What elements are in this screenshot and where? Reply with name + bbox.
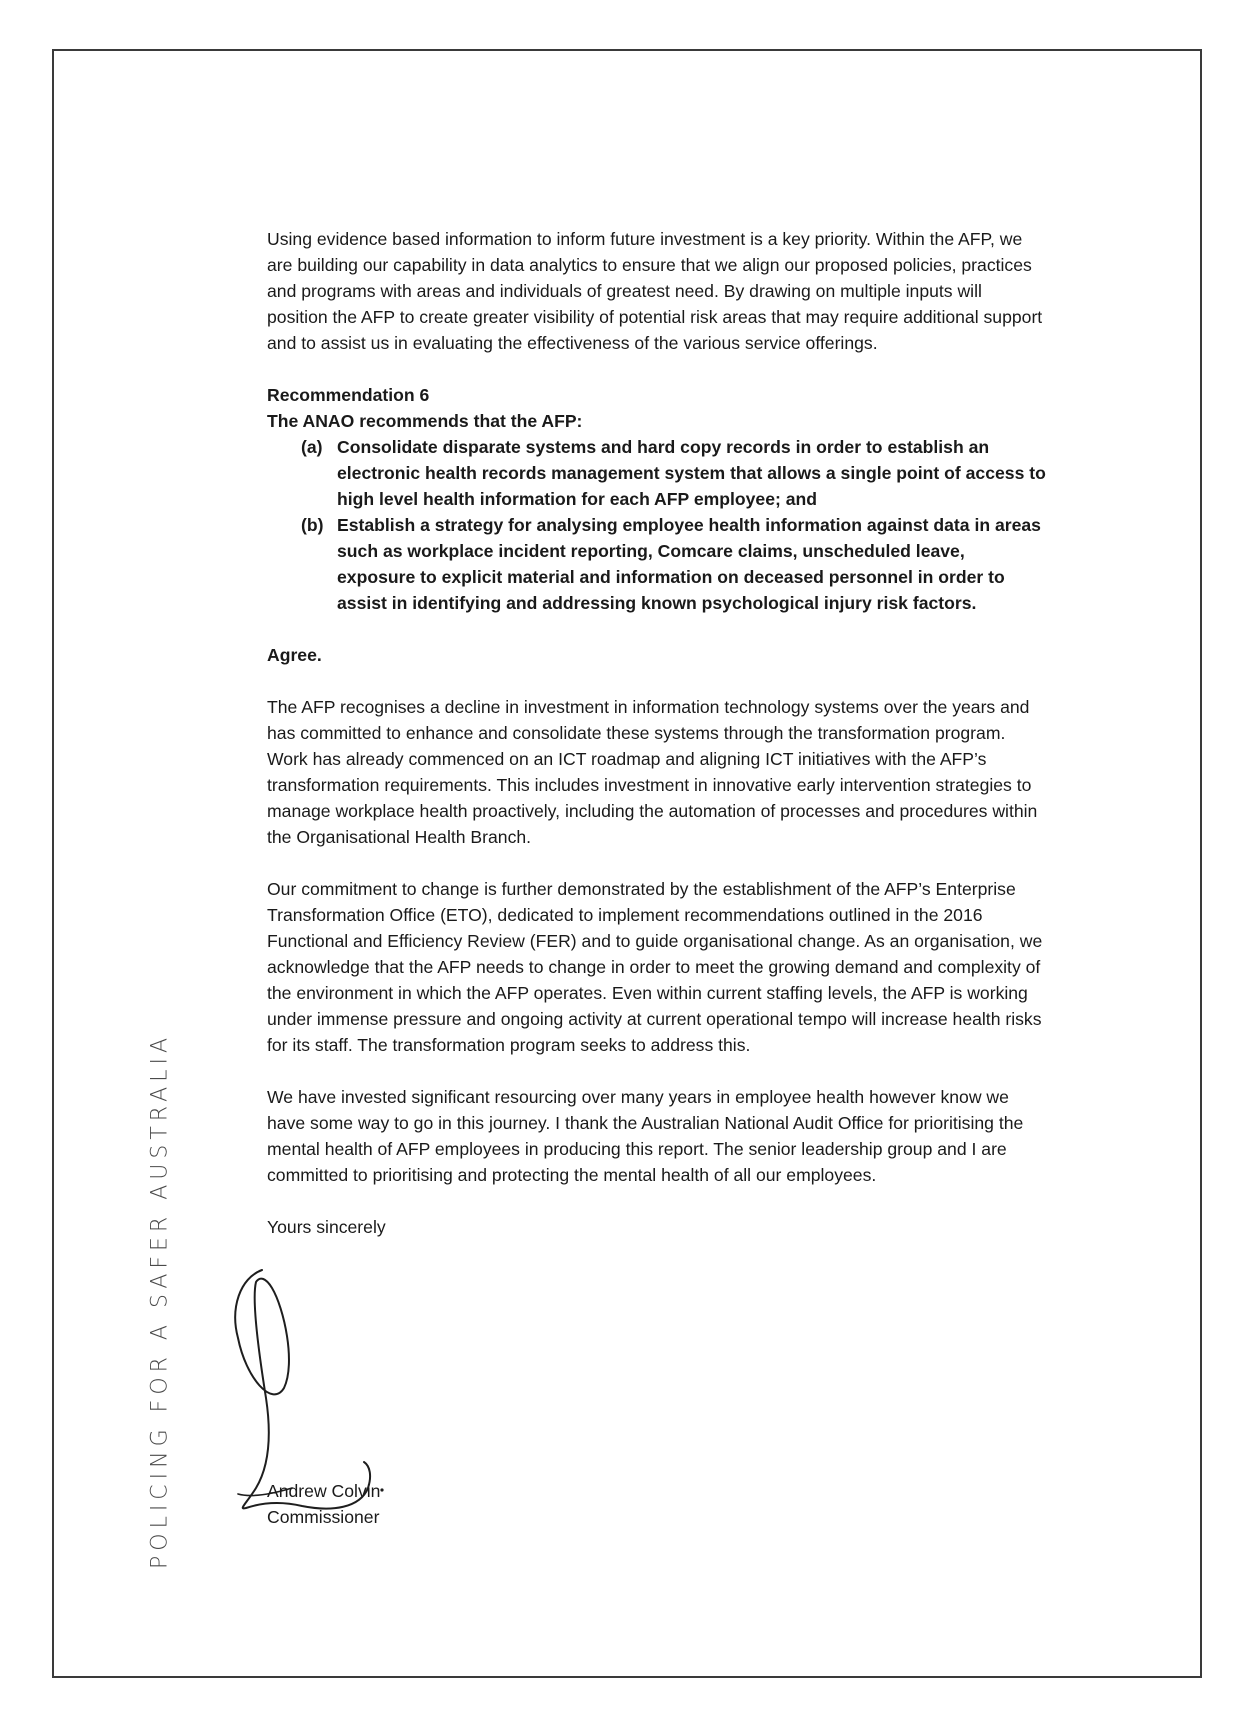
closing-salutation: Yours sincerely	[267, 1217, 386, 1237]
recommendation-marker: (a)	[301, 437, 323, 457]
signatory-name: Andrew Colvin	[267, 1481, 381, 1501]
recommendation-marker: (b)	[301, 515, 324, 535]
paragraph-investment: We have invested significant resourcing over many years in employee health however know we have some way to go in this journey. I thank the Australian National Audit Office for prioritising the mental health of AFP employees in producing this report. The senior leadership group and I are committed to prioritising and protecting the mental health of all our employees.	[267, 1087, 1024, 1185]
paragraph-commitment: Our commitment to change is further demonstrated by the establishment of the AFP’s Enterprise Transformation Office (ETO), dedicated to implement recommendations outlined in the 2016 Functional and Efficiency Review (FER) and to guide organisational change. As an organisation, we acknowledge that the AFP needs to change in order to meet the growing demand and complexity of the environment in which the AFP operates. Even within current staffing levels, the AFP is working under immense pressure and ongoing activity at current operational tempo will increase health risks for its staff. The transformation program seeks to address this.	[267, 879, 1043, 1055]
vertical-tagline: POLICING FOR A SAFER AUSTRALIA	[147, 1032, 173, 1570]
recommendation-text: Consolidate disparate systems and hard copy records in order to establish an electronic health records management system that allows a single point of access to high level health information for each AFP employee; and	[337, 437, 1046, 509]
recommendation-lead: The ANAO recommends that the AFP:	[267, 411, 583, 431]
paragraph-ict: The AFP recognises a decline in investment in information technology systems over the years and has committed to enhance and consolidate these systems through the transformation program. Work has already commenced on an ICT roadmap and aligning ICT initiatives with the AFP’s transformation requirements. This includes investment in innovative early intervention strategies to manage workplace health proactively, including the automation of processes and procedures within the Organisational Health Branch.	[267, 697, 1038, 847]
intro-paragraph: Using evidence based information to inform future investment is a key priority. Within the AFP, we are building our capability in data analytics to ensure that we align our proposed policies, practices and programs with areas and individuals of greatest need. By drawing on multiple inputs will position the AFP to create greater visibility of potential risk areas that may require additional support and to assist us in evaluating the effectiveness of the various service offerings.	[267, 229, 1043, 353]
signatory-block	[267, 1478, 380, 1530]
signatory-title: Commissioner	[267, 1507, 380, 1527]
letter-body	[267, 226, 1047, 1240]
recommendation-item-b	[267, 512, 1047, 616]
response-agree: Agree.	[267, 645, 322, 665]
recommendation-text: Establish a strategy for analysing employee health information against data in areas such as workplace incident reporting, Comcare claims, unscheduled leave, exposure to explicit material and information on deceased personnel in order to assist in identifying and addressing known psychological injury risk factors.	[337, 515, 1041, 613]
recommendation-list	[267, 434, 1047, 616]
recommendation-title: Recommendation 6	[267, 385, 430, 405]
recommendation-item-a	[267, 434, 1047, 512]
